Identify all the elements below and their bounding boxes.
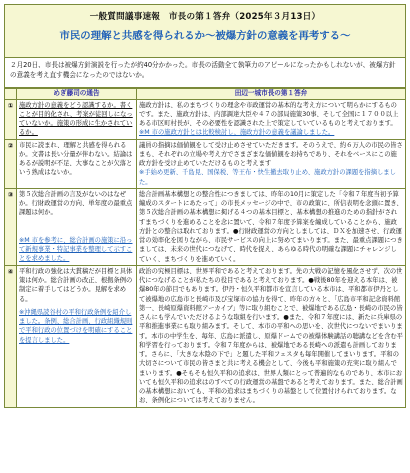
ward-question: [17, 265, 137, 407]
qa-table: [4, 88, 406, 408]
table-row: [5, 265, 406, 407]
mayor-answer-note: ※M 市の施政方針とは比較検討し、施政方針の意義を議論しました。: [139, 129, 335, 137]
row-number: ④: [5, 265, 17, 407]
header-num-cell: [5, 89, 17, 100]
mayor-answer-text: 総合計画基本構想との整合性につきましては、昨年の10月に策定した「令和７年度当初予算編成のスタートにあたって」の市長メッセージの中で、市の政策に、所信表明を念頭に置き、第５次総合計画の基本構想に掲げる４つの基本目標と、基本構想の推進のための指針がされすまちづくりを進めることを念に置いて、令和７年度予算案を編成していることから、施政方針との整合は取れております。●行財政運営の方向としましては、ＤＸを加速させ、行政運営の効率化を図りながら、市民サービスの向上に努めてまいります。また、最重点課題につきましては、未来の世代につなげて、時代を捉え、あらゆる時代の明確な課題にチャレンジしていく、まちづくりを進めていく。: [139, 190, 403, 263]
mayor-answer: [137, 139, 406, 188]
ward-question: [17, 99, 137, 139]
table-row: [5, 99, 406, 139]
mayor-answer-text: 政治の究極目標は、世界平和であると考えております。先の大戦の記憶を風化させず、次の世代につなげることが私たちの役目であると考えております。●戦後80年を迎える本年は、被爆80年の節目でもあります。伊丹・恒久平和都市を宣言している本市は、平和都市伊丹として被爆地の広島市と長崎市及び宝塚市の協力を得て、昨年の方々と、「広島市平和記念資料館第一、長崎原爆資料館アーカイブ」等に取り組むことで、被爆地である広島・長崎の市民の皆さんにも学んでいただけるような取組を行います。●また、令和７年度には、新たに兵庫県の平和推進事業にも取り組みます。そして、本市の平和への思いを、次世代につないでまいります。本市の中学生を、毎年、広島に派遣し、原爆ドームでの被爆体験講話の聴講などを含む平和学習を行っております。令和７年度からは、被爆地である長崎への派遣も計画しております。さらに、「大きな木陰の下で」と題した平和フェスタも毎年開催してまいります。平和の大切さについて市民の皆さまと共に考える機会として、今後も平和施策の充実に取り組んでまいります。●そもそも恒久平和の追求は、世界人類にとって普遍的なものであり、本市においても恒久平和の追求はのすべての行政運営の基盤であると考えております。また、総合計画の基本構想においても、平和の追求はまちづくりの基盤として位置付けられております。なお、条例化については考えておりません。: [139, 267, 403, 405]
mayor-answer: [137, 188, 406, 265]
table-row: [5, 188, 406, 265]
row-number: ①: [5, 99, 17, 139]
header-mayor: 田辺一城市長の第１答弁: [137, 89, 406, 100]
ward-question: [17, 188, 137, 265]
ward-question-text: 平和行政の強化は大貫稿だが目標と具体策は何か。総合計画の改正、根拠条例の制定に着手してはどうか。見解を求める。: [19, 267, 133, 303]
ward-question-text: 施政方針の意義をどう認識するか。書くことが目的化され、考案が徒回しになっていないか。施策の形成に生かされているか。: [19, 101, 133, 137]
newsletter-subtitle: 市民の理解と共感を得られるか〜被爆方針の意義を再考する〜: [59, 30, 351, 42]
mayor-answer-text: 施政方針は、私のまちづくりの理念や市政運営の基本的な考え方について明らかにするものです。また、施政方針は、内部調達大臣や４７の部局施策30事、そして全国に１７００以上ある市区町村長が、その必要性を認識された上で策定していているものと考えております。: [139, 101, 399, 128]
newsletter-header: [4, 4, 406, 58]
intro-paragraph: ２月20日、市長は被爆方針演説を行ったが約40分かかった。市長の活動全て執筆力のアピールになったかもしれないが、被爆方針の意義を考え直す機会になったのではないか。: [4, 58, 406, 88]
mayor-answer: [137, 265, 406, 407]
mayor-answer: [137, 99, 406, 139]
header-ward: めぎ藤司の通告: [17, 89, 137, 100]
row-number: ③: [5, 188, 17, 265]
ward-question-text: 市民に読まれ、理解と共感を得られるか。文書は長い分量が伴わない。結論はあるが説明が不足、大事なことが欠落という熟成はないか。: [19, 141, 133, 177]
newsletter-title: 一般質問議事速報 市長の第１答弁（2025年３月13日）: [89, 12, 321, 22]
table-header-row: [5, 89, 406, 100]
ward-question-text: 第５次総合計画の言及がないのはなぜか。行財政運営の方向、単年度の最重点課題は何か。: [19, 190, 133, 217]
ward-question: [17, 139, 137, 188]
ward-question-note: ※沖縄県読谷村の平和行政条例を紹介しました。条例、総合計画、行政組織規則で平和行政の位置づけを明確にすることを提言しました。: [19, 308, 133, 344]
mayor-answer-text: 議員の指摘は価値観をして受け止めさせていただきます。そのうえで、約６万人の市民の皆さまも、それぞれの立場や考え方でさまざまな価値観をお持ちであり、それをベースにこの施政方針を受け止めていただけるものと考えます: [139, 141, 403, 168]
mayor-answer-note: ※手始め更新、千島見、国保税、等王布・快生撤去取り止め、施政方針の課題を指摘しました。: [139, 169, 396, 186]
table-row: [5, 139, 406, 188]
row-number: ②: [5, 139, 17, 188]
ward-question-note: ※M 市を参考に、総合計画の施策に沿って新規事業・特記事業を整理して示すことを求めました。: [19, 236, 133, 263]
